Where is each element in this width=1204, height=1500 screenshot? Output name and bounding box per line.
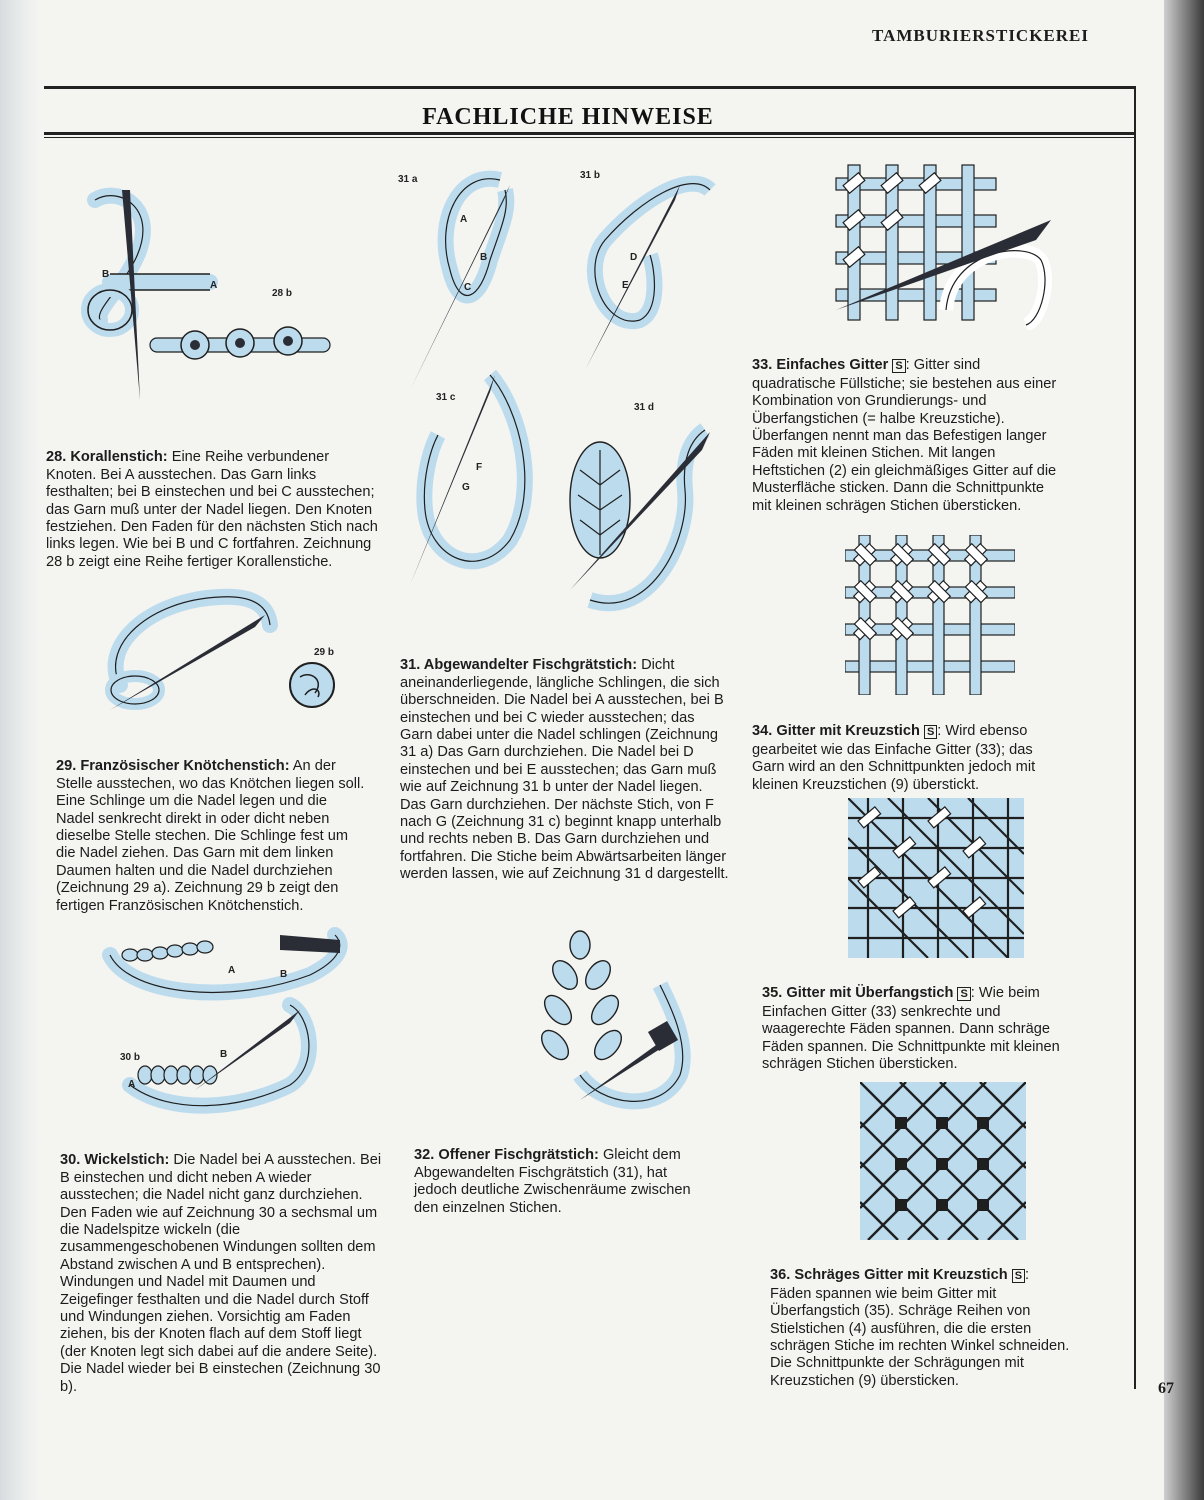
section-35-body: : Wie beim Einfachen Gitter (33) senkrechte und waagerechte Fäden spannen. Dann schräge Fäden spannen. Die Schnittpunkte mit kleinen schrägen Stichen übersticken.	[762, 985, 1060, 1073]
label-A-31a: A	[460, 214, 468, 225]
figure-label-29b: 29 b	[314, 647, 335, 658]
section-34-body: : Wird ebenso gearbeitet wie das Einfache Gitter (33); das Garn wird an den Schnittpunkten jedoch mit kleinen Kreuzstichen (9) überstickt.	[752, 723, 1036, 793]
s-badge-icon: S	[957, 987, 970, 1001]
book-binding	[1164, 0, 1204, 1500]
figure-label-30b: 30 b	[120, 1052, 141, 1063]
label-A: A	[210, 280, 218, 291]
figure-33-simple-lattice	[826, 160, 1056, 330]
section-29-body: An der Stelle ausstechen, wo das Knötchen liegen soll. Eine Schlinge um die Nadel legen und die Nadel senkrecht direkt in oder dicht neben dieselbe Stelle stechen. Die Schlinge fest um die Nadel ziehen. Das Garn mit dem linken Daumen halten und die Nadel durchziehen (Zeichnung 29 a). Zeichnung 29 b zeigt den fertigen Französischen Knötchenstich.	[56, 758, 365, 914]
section-banner-title: FACHLICHE HINWEISE	[422, 104, 714, 130]
label-A-30b: A	[128, 1079, 136, 1090]
section-29-text	[56, 741, 366, 915]
section-31-body: Dicht aneinanderliegende, längliche Schlingen, die sich überschneiden. Die Nadel bei A ausstechen, bei B einstechen und bei C wieder ausstechen; das Garn dabei unter die Nadel schlingen (Zeichnung 31 a) Das Garn durchziehen. Die Nadel bei D einstechen und bei E ausstechen; das Garn muß wie auf Zeichnung 31 b unter der Nadel liegen. Das Garn durchziehen. Der nächste Stich, von F nach G (Zeichnung 31 c) beginnt knapp unterhalb und rechts neben B. Das Garn durchziehen und fortfahren. Die Stiche beim Abwärtsarbeiten länger werden lassen, wie auf Zeichnung 31 d dargestellt.	[400, 657, 729, 883]
banner-rule-thin	[44, 137, 1134, 138]
section-32-body: Gleicht dem Abgewandelten Fischgrätstich (31), hat jedoch deutliche Zwischenräume zwischen den einzelnen Stichen.	[414, 1147, 691, 1216]
page-gutter-shadow	[0, 0, 40, 1500]
figure-34-lattice-cross	[845, 535, 1015, 695]
figure-28-coral-stitch	[40, 170, 360, 420]
section-34-title: 34. Gitter mit Kreuzstich	[752, 723, 920, 740]
label-B: B	[102, 269, 110, 280]
label-C-31a: C	[464, 282, 472, 293]
section-33-body: : Gitter sind quadratische Füllstiche; sie bestehen aus einer Kombination von Grundierungs- und Überfangstichen (= halbe Kreuzstiche). Überfangen nennt man das Befestigen langer Fäden mit kleinen Stichen. Mit langen Heftstichen (2) ein gleichmäßiges Gitter auf die Musterfläche sticken. Dann die Schnittpunkte mit kleinen schrägen Stichen übersticken.	[752, 357, 1057, 514]
s-badge-icon: S	[892, 359, 905, 373]
section-35-title: 35. Gitter mit Überfangstich	[762, 985, 954, 1002]
label-E-31b: E	[622, 280, 629, 291]
section-36-title: 36. Schräges Gitter mit Kreuzstich	[770, 1267, 1008, 1284]
s-badge-icon: S	[1012, 1269, 1025, 1283]
section-33-text	[752, 340, 1064, 515]
page-number: 67	[1158, 1380, 1174, 1397]
label-B-31a: B	[480, 252, 488, 263]
section-28-title: 28. Korallenstich:	[46, 449, 168, 466]
label-D-31b: D	[630, 252, 638, 263]
section-36-text	[770, 1250, 1070, 1390]
label-B-30b: B	[220, 1049, 228, 1060]
section-34-text	[752, 706, 1064, 794]
figure-30-bullion-stitch	[90, 915, 370, 1115]
banner-rule	[44, 132, 1134, 135]
section-28-body: Eine Reihe verbundener Knoten. Bei A ausstechen. Das Garn links festhalten; bei B einstechen und bei C ausstechen; das Garn muß unter der Nadel liegen. Den Knoten festziehen. Den Faden für den nächsten Stich nach links legen. Wie bei B und C fortfahren. Zeichnung 28 b zeigt eine Reihe fertiger Korallenstiche.	[46, 449, 378, 570]
section-29-title: 29. Französischer Knötchenstich:	[56, 758, 290, 775]
section-32-title: 32. Offener Fischgrätstich:	[414, 1147, 599, 1164]
section-30-text	[60, 1135, 385, 1396]
label-A-30a: A	[228, 965, 236, 976]
label-G-31c: G	[462, 482, 470, 493]
section-28-text	[46, 432, 380, 571]
label-F-31c: F	[476, 462, 483, 473]
section-36-body: : Fäden spannen wie beim Gitter mit Überfangstich (35). Schräge Reihen von Stielstichen (4) ausführen, die die ersten schrägen Stiche im rechten Winkel schneiden. Die Schnittpunkte der Schrägungen mit Kreuzstichen (9) übersticken.	[770, 1267, 1070, 1389]
section-35-text	[762, 968, 1074, 1073]
figure-32-open-fishbone	[520, 925, 720, 1125]
figure-29-french-knot	[90, 585, 360, 725]
section-31-text	[400, 640, 730, 884]
section-32-text	[414, 1130, 714, 1217]
section-30-title: 30. Wickelstich:	[60, 1152, 170, 1169]
section-30-body: Die Nadel bei A ausstechen. Bei B einstechen und dicht neben A wieder ausstechen; die Nadel nicht ganz durchziehen. Den Faden wie auf Zeichnung 30 a sechsmal um die Nadelspitze wickeln (die zusammengeschobenen Windungen sollten dem Abstand zwischen A und B entsprechen). Windungen und Nadel mit Daumen und Zeigefinger festhalten und die Nadel durch Stoff und Windungen ziehen. Vorsichtig am Faden ziehen, bis der Knoten flach auf dem Stoff liegt (der Knoten legt sich dabei auf die andere Seite). Die Nadel wieder bei B einstechen (Zeichnung 30 b).	[60, 1152, 382, 1395]
s-badge-icon: S	[924, 725, 937, 739]
label-B-30a: B	[280, 969, 288, 980]
figure-36-diagonal-lattice-cross	[860, 1082, 1026, 1240]
figure-35-lattice-overcast	[848, 798, 1024, 958]
figure-label-31b: 31 b	[580, 170, 601, 181]
section-31-title: 31. Abgewandelter Fischgrätstich:	[400, 657, 638, 674]
figure-label-31a: 31 a	[398, 174, 418, 185]
figure-label-31d: 31 d	[634, 402, 655, 413]
figure-31-fishbone-variants	[390, 160, 720, 630]
section-33-title: 33. Einfaches Gitter	[752, 357, 889, 374]
figure-label-28b: 28 b	[272, 288, 293, 299]
figure-label-31c: 31 c	[436, 392, 456, 403]
running-head: TAMBURIERSTICKEREI	[872, 26, 1090, 45]
